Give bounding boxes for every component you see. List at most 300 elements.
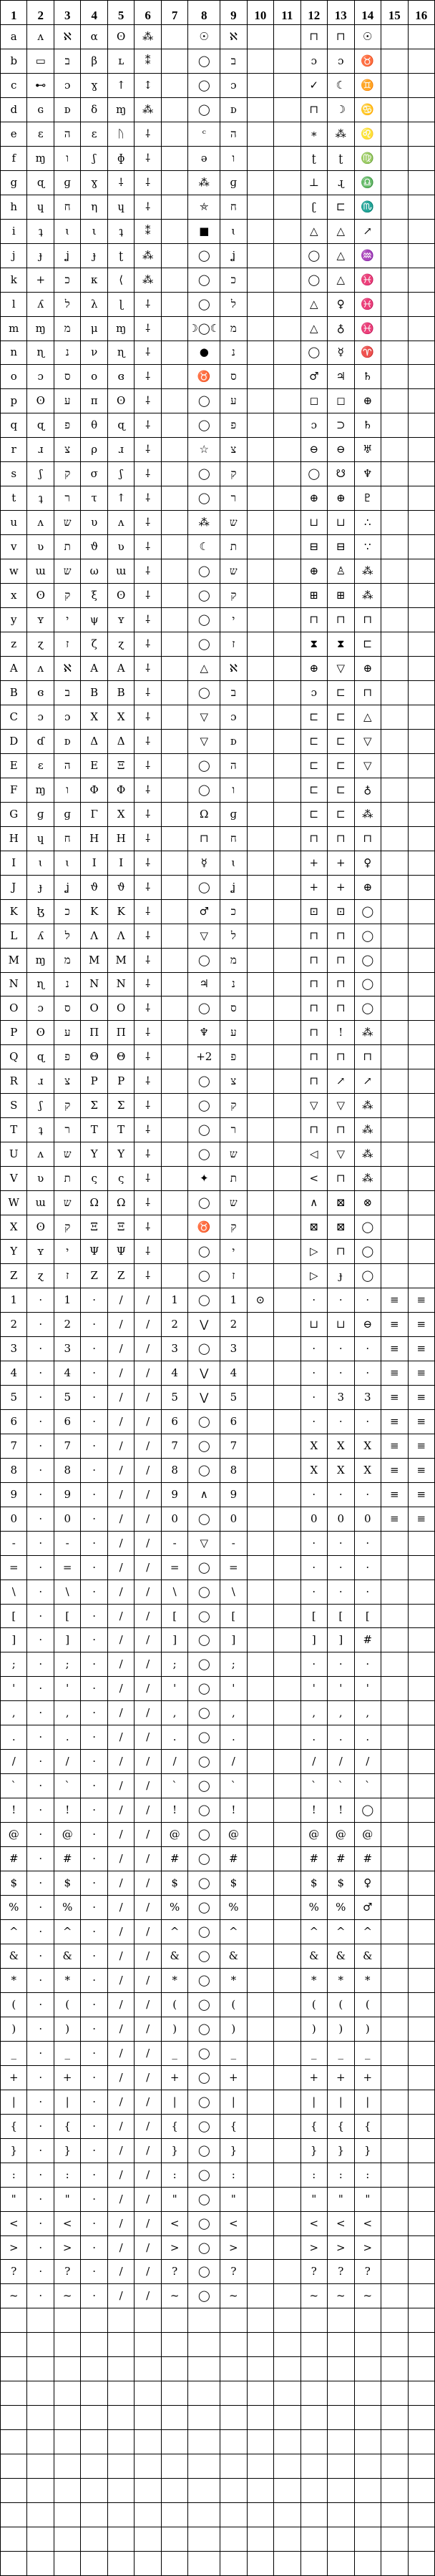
glyph-cell <box>381 900 408 924</box>
empty-cell <box>108 2381 135 2406</box>
glyph-cell <box>248 1556 274 1580</box>
glyph-cell <box>381 1969 408 1993</box>
glyph-cell <box>248 1240 274 1264</box>
glyph-cell: H <box>108 827 135 851</box>
glyph-cell: η <box>81 195 107 220</box>
glyph-cell: / <box>328 1750 354 1774</box>
glyph-cell: ⸸ <box>108 171 135 195</box>
glyph-cell: כ <box>54 900 81 924</box>
glyph-cell <box>381 730 408 754</box>
glyph-cell: · <box>328 1580 354 1605</box>
glyph-cell: Β <box>108 681 135 705</box>
glyph-cell <box>409 803 435 827</box>
glyph-cell: & <box>220 1944 247 1969</box>
glyph-cell: / <box>355 1750 381 1774</box>
glyph-cell: ⸸ <box>135 171 162 195</box>
empty-cell <box>301 2381 328 2406</box>
glyph-cell: > <box>301 2236 328 2261</box>
row-key-cell: s <box>1 462 27 486</box>
glyph-cell: . <box>328 1725 354 1750</box>
empty-cell <box>328 2454 354 2479</box>
glyph-cell: ז <box>220 1264 247 1288</box>
glyph-cell: / <box>108 2139 135 2163</box>
glyph-cell: מ <box>54 317 81 341</box>
glyph-cell: ע <box>220 389 247 413</box>
glyph-cell: ʌ <box>108 511 135 535</box>
glyph-cell: / <box>108 2090 135 2115</box>
glyph-cell: $ <box>328 1871 354 1896</box>
glyph-cell <box>381 705 408 730</box>
glyph-cell <box>162 632 188 657</box>
glyph-cell <box>274 1774 300 1798</box>
glyph-cell: ◯ <box>355 973 381 997</box>
glyph-cell: ≡ <box>409 1483 435 1507</box>
empty-cell <box>27 2479 54 2503</box>
glyph-cell: · <box>81 1410 107 1434</box>
glyph-cell <box>381 2284 408 2308</box>
glyph-cell: / <box>108 1628 135 1652</box>
glyph-cell: / <box>108 1288 135 1313</box>
row-key-cell: t <box>1 486 27 511</box>
glyph-cell <box>409 1021 435 1045</box>
glyph-cell: · <box>81 1725 107 1750</box>
glyph-cell <box>381 1069 408 1094</box>
glyph-cell: ' <box>355 1677 381 1701</box>
glyph-cell: / <box>108 1677 135 1701</box>
glyph-cell <box>409 1725 435 1750</box>
glyph-cell: ⸸ <box>135 803 162 827</box>
glyph-cell <box>162 1094 188 1118</box>
row-key-cell: > <box>1 2236 27 2261</box>
empty-cell <box>54 2527 81 2552</box>
glyph-cell: ⊓ <box>355 827 381 851</box>
glyph-cell <box>274 608 300 632</box>
glyph-cell <box>381 1240 408 1264</box>
glyph-cell <box>274 2042 300 2066</box>
empty-cell <box>188 2333 220 2357</box>
glyph-cell: כ <box>220 268 247 293</box>
glyph-cell: ɞ <box>27 681 54 705</box>
glyph-cell <box>381 803 408 827</box>
row-key-cell: n <box>1 341 27 366</box>
glyph-cell <box>409 584 435 608</box>
glyph-cell: ϑ <box>81 876 107 900</box>
glyph-cell: E <box>81 754 107 778</box>
glyph-cell: ⊓ <box>301 1021 328 1045</box>
glyph-cell: ʘ <box>27 389 54 413</box>
glyph-cell: # <box>355 1847 381 1871</box>
empty-cell <box>54 2552 81 2576</box>
glyph-cell <box>274 2066 300 2090</box>
glyph-cell <box>274 438 300 462</box>
glyph-cell: · <box>301 1386 328 1410</box>
glyph-cell: ☽ <box>328 98 354 122</box>
empty-cell <box>81 2552 107 2576</box>
glyph-cell: ◯ <box>188 1823 220 1847</box>
glyph-cell: · <box>81 2139 107 2163</box>
glyph-cell: Ω <box>188 803 220 827</box>
row-key-cell: d <box>1 98 27 122</box>
glyph-cell: ` <box>301 1774 328 1798</box>
glyph-cell: ʏ <box>27 1240 54 1264</box>
glyph-cell <box>162 317 188 341</box>
glyph-cell: ≡ <box>409 1507 435 1532</box>
glyph-cell: ə <box>188 147 220 171</box>
glyph-cell: · <box>27 1944 54 1969</box>
glyph-cell: + <box>355 2066 381 2090</box>
glyph-cell: ◯ <box>188 2236 220 2261</box>
glyph-cell: ɹ <box>108 438 135 462</box>
glyph-cell: · <box>81 1532 107 1556</box>
glyph-cell: _ <box>54 2042 81 2066</box>
glyph-cell: ɔ <box>301 49 328 74</box>
row-key-cell: $ <box>1 1871 27 1896</box>
glyph-cell: ⊕ <box>355 876 381 900</box>
glyph-cell: · <box>27 1993 54 2017</box>
glyph-cell: △ <box>328 268 354 293</box>
empty-cell <box>248 2527 274 2552</box>
glyph-cell: · <box>81 1920 107 1944</box>
empty-cell <box>328 2527 354 2552</box>
glyph-cell: / <box>108 1386 135 1410</box>
glyph-cell: ◯ <box>188 1701 220 1725</box>
glyph-cell: ⸸ <box>135 511 162 535</box>
glyph-cell <box>274 1605 300 1629</box>
row-key-cell: z <box>1 632 27 657</box>
empty-cell <box>248 2308 274 2333</box>
row-key-cell: x <box>1 584 27 608</box>
glyph-cell <box>409 2115 435 2139</box>
glyph-cell: ) <box>301 2017 328 2042</box>
glyph-cell: ◯ <box>188 584 220 608</box>
empty-cell <box>27 2381 54 2406</box>
glyph-cell <box>248 1167 274 1191</box>
row-key-cell: 1 <box>1 1288 27 1313</box>
glyph-cell: | <box>355 2090 381 2115</box>
glyph-cell: ≡ <box>409 1337 435 1361</box>
glyph-cell: · <box>27 1483 54 1507</box>
row-key-cell: - <box>1 1532 27 1556</box>
glyph-cell: · <box>301 1532 328 1556</box>
glyph-cell <box>274 2236 300 2261</box>
glyph-cell <box>381 2163 408 2188</box>
glyph-cell: / <box>108 1361 135 1386</box>
glyph-cell <box>274 413 300 438</box>
glyph-cell <box>248 1386 274 1410</box>
glyph-cell: ♓ <box>355 293 381 317</box>
column-header: 14 <box>355 1 381 25</box>
glyph-cell: · <box>301 1288 328 1313</box>
glyph-cell: & <box>54 1944 81 1969</box>
glyph-cell: ר <box>220 1118 247 1142</box>
glyph-cell: · <box>27 1652 54 1677</box>
glyph-cell: / <box>135 1288 162 1313</box>
glyph-cell: ⸸ <box>135 122 162 147</box>
glyph-cell <box>409 413 435 438</box>
row-key-cell: p <box>1 389 27 413</box>
glyph-cell: ▭ <box>27 49 54 74</box>
glyph-cell: | <box>54 2090 81 2115</box>
glyph-cell: ɔ <box>301 413 328 438</box>
glyph-cell <box>162 1118 188 1142</box>
glyph-cell <box>274 1580 300 1605</box>
glyph-cell: ⊕ <box>355 389 381 413</box>
glyph-cell: 1 <box>54 1288 81 1313</box>
glyph-cell: * <box>54 1969 81 1993</box>
glyph-cell: ɀ <box>108 632 135 657</box>
glyph-cell: ɱ <box>27 778 54 803</box>
glyph-cell: ה <box>54 122 81 147</box>
glyph-cell <box>381 122 408 147</box>
empty-cell <box>301 2357 328 2381</box>
glyph-cell: ☉ <box>188 25 220 49</box>
glyph-cell: ⸸ <box>135 1142 162 1167</box>
glyph-cell <box>162 851 188 876</box>
empty-cell <box>301 2406 328 2430</box>
glyph-cell <box>381 1944 408 1969</box>
glyph-cell: { <box>162 2115 188 2139</box>
empty-cell <box>81 2527 107 2552</box>
glyph-cell: · <box>27 2188 54 2212</box>
glyph-cell: { <box>54 2115 81 2139</box>
glyph-cell: ס <box>54 996 81 1021</box>
glyph-cell: _ <box>301 2042 328 2066</box>
glyph-cell: ~ <box>355 2284 381 2308</box>
glyph-cell: · <box>301 1410 328 1434</box>
glyph-cell <box>274 1142 300 1167</box>
glyph-cell: * <box>355 1969 381 1993</box>
glyph-cell: · <box>355 1361 381 1386</box>
glyph-cell: ʝ <box>220 244 247 268</box>
glyph-cell: τ <box>81 486 107 511</box>
glyph-cell: ι <box>81 220 107 244</box>
glyph-cell: / <box>108 1774 135 1798</box>
glyph-cell: ɋ <box>108 413 135 438</box>
glyph-cell: ɋ <box>27 1045 54 1069</box>
glyph-cell: ; <box>220 1652 247 1677</box>
glyph-cell: ` <box>355 1774 381 1798</box>
empty-cell <box>381 2430 408 2454</box>
empty-cell <box>355 2454 381 2479</box>
glyph-cell: Ω <box>108 1191 135 1215</box>
empty-cell <box>81 2381 107 2406</box>
glyph-cell: ה <box>54 754 81 778</box>
glyph-cell <box>409 1215 435 1240</box>
glyph-cell: ש <box>220 511 247 535</box>
glyph-cell: @ <box>162 1823 188 1847</box>
glyph-cell <box>409 608 435 632</box>
glyph-cell: ☉ <box>355 25 381 49</box>
glyph-cell <box>274 2260 300 2284</box>
empty-cell <box>355 2406 381 2430</box>
glyph-cell: O <box>108 996 135 1021</box>
glyph-cell <box>381 996 408 1021</box>
glyph-cell: 3 <box>162 1337 188 1361</box>
glyph-cell <box>381 293 408 317</box>
glyph-cell: ɩ <box>220 220 247 244</box>
glyph-cell <box>381 147 408 171</box>
glyph-cell: ■ <box>188 220 220 244</box>
empty-cell <box>301 2479 328 2503</box>
glyph-cell: @ <box>301 1823 328 1847</box>
glyph-cell: + <box>301 876 328 900</box>
glyph-cell: ◯ <box>188 2017 220 2042</box>
row-key-cell: C <box>1 705 27 730</box>
empty-cell <box>54 2308 81 2333</box>
glyph-cell <box>409 1750 435 1774</box>
glyph-cell: # <box>54 1847 81 1871</box>
glyph-cell <box>248 1823 274 1847</box>
glyph-cell: X <box>108 803 135 827</box>
row-key-cell: ? <box>1 2260 27 2284</box>
glyph-cell: ☆ <box>188 438 220 462</box>
glyph-cell <box>274 98 300 122</box>
row-key-cell: X <box>1 1215 27 1240</box>
glyph-cell: ≡ <box>409 1459 435 1483</box>
glyph-cell: " <box>301 2188 328 2212</box>
empty-cell <box>328 2479 354 2503</box>
glyph-cell: Π <box>108 1021 135 1045</box>
row-key-cell: [ <box>1 1605 27 1629</box>
glyph-cell: · <box>81 1798 107 1823</box>
glyph-cell: ⊏ <box>301 705 328 730</box>
glyph-cell: Θ <box>81 1045 107 1069</box>
glyph-cell <box>274 2163 300 2188</box>
row-key-cell: ) <box>1 2017 27 2042</box>
glyph-cell <box>274 171 300 195</box>
glyph-cell: ⊟ <box>301 535 328 559</box>
glyph-cell <box>248 608 274 632</box>
glyph-cell: ♍ <box>355 147 381 171</box>
glyph-cell: # <box>355 1628 381 1652</box>
glyph-cell: / <box>108 1920 135 1944</box>
glyph-cell: ≡ <box>409 1361 435 1386</box>
empty-cell <box>135 2552 162 2576</box>
glyph-cell: ⁂ <box>135 98 162 122</box>
glyph-cell: ♓ <box>355 268 381 293</box>
glyph-cell: ♁ <box>355 778 381 803</box>
glyph-cell: ◯ <box>188 1652 220 1677</box>
glyph-cell <box>381 1896 408 1920</box>
glyph-cell: +2 <box>188 1045 220 1069</box>
glyph-cell: ◯ <box>188 876 220 900</box>
glyph-cell <box>248 341 274 366</box>
glyph-cell: _ <box>220 2042 247 2066</box>
glyph-cell: ♄ <box>355 365 381 389</box>
glyph-cell: △ <box>301 220 328 244</box>
glyph-cell: ח <box>220 195 247 220</box>
glyph-cell: ɣ <box>81 171 107 195</box>
empty-cell <box>188 2503 220 2527</box>
glyph-cell: · <box>27 1605 54 1629</box>
glyph-cell: + <box>328 2066 354 2090</box>
glyph-cell <box>381 1774 408 1798</box>
glyph-cell <box>381 2212 408 2236</box>
glyph-cell: ~ <box>162 2284 188 2308</box>
glyph-cell <box>274 730 300 754</box>
glyph-cell: ◯ <box>188 681 220 705</box>
glyph-cell <box>381 681 408 705</box>
empty-cell <box>188 2454 220 2479</box>
glyph-cell: · <box>81 2212 107 2236</box>
glyph-cell <box>409 341 435 366</box>
glyph-cell: / <box>108 1798 135 1823</box>
glyph-cell: ɔ <box>301 681 328 705</box>
glyph-cell: Δ <box>108 730 135 754</box>
glyph-cell <box>248 2260 274 2284</box>
glyph-cell: ⁂ <box>328 122 354 147</box>
glyph-cell: ⊓ <box>328 1167 354 1191</box>
glyph-cell: κ <box>81 268 107 293</box>
glyph-cell: ⊞ <box>301 584 328 608</box>
glyph-cell: ס <box>54 365 81 389</box>
column-header: 9 <box>220 1 247 25</box>
glyph-cell <box>381 244 408 268</box>
glyph-cell: ^ <box>54 1920 81 1944</box>
glyph-cell: נ <box>220 341 247 366</box>
glyph-cell <box>248 754 274 778</box>
glyph-cell: · <box>81 1386 107 1410</box>
empty-cell <box>27 2503 54 2527</box>
empty-cell <box>355 2552 381 2576</box>
glyph-cell <box>274 924 300 949</box>
glyph-cell: ∧ <box>301 1191 328 1215</box>
glyph-cell: · <box>81 1434 107 1459</box>
glyph-cell <box>274 1993 300 2017</box>
glyph-cell <box>274 2212 300 2236</box>
glyph-cell: ◯ <box>188 293 220 317</box>
glyph-cell: Γ <box>81 803 107 827</box>
glyph-cell: / <box>135 1459 162 1483</box>
glyph-cell: ⊖ <box>328 438 354 462</box>
glyph-cell: ח <box>220 827 247 851</box>
glyph-cell: / <box>135 1847 162 1871</box>
glyph-cell: ר <box>54 486 81 511</box>
row-key-cell: \ <box>1 1580 27 1605</box>
glyph-cell <box>274 778 300 803</box>
glyph-cell: B <box>81 681 107 705</box>
glyph-cell: ⸸ <box>135 608 162 632</box>
glyph-cell <box>162 147 188 171</box>
row-key-cell: T <box>1 1118 27 1142</box>
glyph-cell: ⊓ <box>301 973 328 997</box>
glyph-cell: ⊷ <box>27 74 54 98</box>
glyph-cell: △ <box>328 244 354 268</box>
glyph-cell <box>162 1142 188 1167</box>
glyph-cell: ◯ <box>188 1288 220 1313</box>
glyph-cell <box>381 25 408 49</box>
glyph-cell: · <box>81 1288 107 1313</box>
glyph-cell: ▽ <box>188 705 220 730</box>
glyph-cell: ~ <box>220 2284 247 2308</box>
glyph-cell: $ <box>162 1871 188 1896</box>
glyph-cell: · <box>27 1410 54 1434</box>
empty-cell <box>274 2357 300 2381</box>
glyph-cell: ^ <box>162 1920 188 1944</box>
glyph-cell: ɣ <box>81 74 107 98</box>
glyph-cell: ▽ <box>188 730 220 754</box>
glyph-cell: ⛤ <box>188 195 220 220</box>
glyph-cell: ( <box>162 1993 188 2017</box>
glyph-cell <box>409 1094 435 1118</box>
glyph-cell: / <box>135 2042 162 2066</box>
glyph-cell <box>409 25 435 49</box>
glyph-cell: ⸸ <box>135 317 162 341</box>
glyph-cell: % <box>162 1896 188 1920</box>
glyph-cell <box>409 389 435 413</box>
empty-cell <box>1 2406 27 2430</box>
glyph-cell: X <box>355 1434 381 1459</box>
